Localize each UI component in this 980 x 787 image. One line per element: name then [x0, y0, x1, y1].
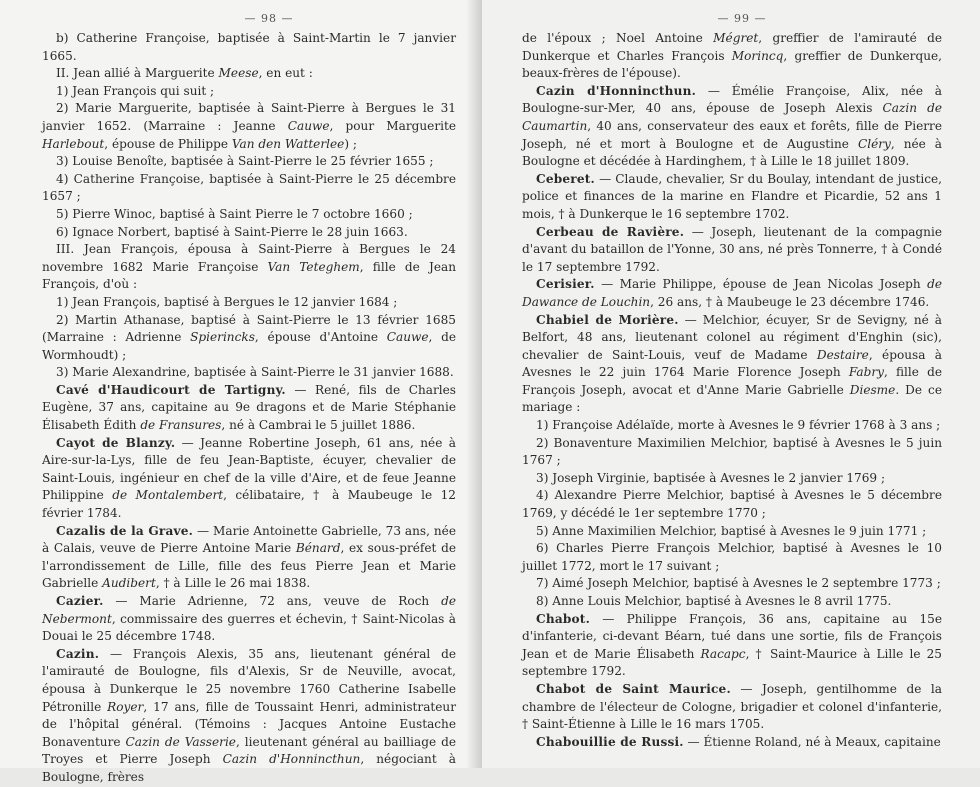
italic-name: de Nebermont — [42, 594, 456, 626]
entry-surname: Chabiel de Morière. — [536, 312, 679, 327]
text-run: — Marie Philippe, épouse de Jean Nicolas Joseph — [594, 277, 928, 292]
paragraph — [42, 294, 456, 312]
text-run: III. Jean François, épousa à Saint-Pierre à Bergues le 24 novembre 1682 Marie Françoise — [42, 242, 456, 274]
text-run: , pour Marguerite — [329, 118, 457, 133]
genealogy-entry — [42, 382, 456, 435]
paragraph — [42, 206, 456, 224]
genealogy-entry — [522, 312, 942, 418]
italic-name: Cazin d'Honnincthun — [222, 752, 361, 767]
italic-name: Racapc — [700, 646, 746, 661]
genealogy-entry — [42, 435, 456, 523]
italic-name: Van den Watterlee — [231, 136, 345, 151]
left-page — [0, 0, 478, 784]
entry-surname: Cazier. — [56, 594, 104, 608]
text-run: 1) Jean François, baptisé à Bergues le 12 janvier 1684 ; — [56, 294, 398, 309]
text-run: 3) Joseph Virginie, baptisée à Avesnes le 2 janvier 1769 ; — [536, 470, 886, 485]
text-run: , greffier de l'amirauté de Dunkerque et Charles François — [522, 31, 942, 63]
genealogy-entry — [42, 593, 456, 646]
page-text — [42, 30, 456, 787]
genealogy-entry — [522, 734, 942, 752]
paragraph — [42, 312, 456, 365]
genealogy-entry — [522, 83, 942, 171]
genealogy-entry — [522, 276, 942, 311]
genealogy-entry — [522, 611, 942, 681]
paragraph — [522, 593, 942, 611]
text-run: de l'époux ; Noel Antoine — [522, 31, 714, 45]
text-run: 1) Françoise Adélaïde, morte à Avesnes le 9 février 1768 à 3 ans ; — [536, 418, 941, 433]
genealogy-entry — [42, 646, 456, 787]
paragraph — [42, 100, 456, 153]
genealogy-entry — [42, 523, 456, 593]
paragraph — [42, 241, 456, 294]
paragraph — [42, 153, 456, 171]
text-run: 3) Marie Alexandrine, baptisée à Saint-Pierre le 31 janvier 1688. — [56, 365, 454, 380]
text-run: — Joseph, gentilhomme de la chambre de l'électeur de Cologne, brigadier et colonel d'infanterie, † Saint-Étienne à Lille le 16 mars 1705. — [522, 681, 942, 732]
italic-name: Cléry — [857, 136, 891, 151]
text-run: , † Saint-Maurice à Lille le 25 septembre 1792. — [522, 646, 942, 679]
text-run: , de Wormhoudt) ; — [42, 330, 456, 362]
entry-surname: Cayot de Blanzy. — [56, 435, 176, 450]
text-run: , commissaire des guerres et échevin, † Saint-Nicolas à Douai le 25 décembre 1748. — [42, 611, 456, 644]
genealogy-entry — [522, 171, 942, 224]
paragraph — [522, 575, 942, 593]
text-run: , fille de François Joseph, avocat et d'Anne Marie Gabrielle — [522, 365, 942, 397]
entry-surname: Chabot. — [536, 611, 590, 626]
text-run: b) Catherine Françoise, baptisée à Saint-Martin le 7 janvier 1665. — [42, 31, 456, 63]
text-run: — Émélie Françoise, Alix, née à Boulogne-sur-Mer, 40 ans, épouse de Joseph Alexis — [522, 83, 942, 116]
text-run: , épouse de Philippe — [104, 136, 232, 151]
text-run: , ex sous-préfet de l'arrondissement de Lille, fille des feus Pierre Jean et Marie Gabrielle — [42, 541, 456, 591]
italic-name: Van Teteghem — [267, 259, 360, 274]
text-run: 4) Catherine Françoise, baptisée à Saint-Pierre le 25 décembre 1657 ; — [42, 171, 456, 204]
paragraph — [42, 171, 456, 206]
italic-name: Diesme — [849, 382, 896, 397]
text-run: , 17 ans, fille de Toussaint Henri, administrateur de l'hôpital général. (Témoins : Jacques Antoine Eustache Bonaventure — [42, 699, 456, 749]
italic-name: de Fransures — [140, 418, 222, 433]
text-run: — Melchior, écuyer, Sr de Sevigny, né à Belfort, 48 ans, lieutenant colonel au régiment d'Enghin (sic), chevalier de Saint-Louis, veuf de Madame — [522, 312, 942, 362]
paragraph — [522, 435, 942, 470]
right-page — [482, 0, 980, 768]
text-run: — René, fils de Charles Eugène, 37 ans, capitaine au 9e dragons et de Marie Stéphanie Élisabeth Édith — [42, 382, 456, 433]
page-number: — 98 — — [244, 12, 294, 25]
text-run: 8) Anne Louis Melchior, baptisé à Avesnes le 8 avril 1775. — [536, 594, 892, 608]
page-text — [522, 30, 942, 751]
paragraph — [522, 540, 942, 575]
text-run: 2) Marie Marguerite, baptisée à Saint-Pierre à Bergues le 31 janvier 1652. (Marraine : Jeanne — [42, 101, 456, 133]
text-run: — Philippe François, 36 ans, capitaine au 15e d'infanterie, ci-devant Béarn, tué dans une sortie, fils de François Jean et de Marie Élisabeth — [522, 611, 942, 661]
italic-name: Cazin de Caumartin — [522, 101, 942, 133]
text-run: , épouse d'Antoine — [254, 330, 387, 345]
italic-name: Meese — [218, 66, 259, 81]
text-run: , célibataire, † à Maubeuge le 12 février 1784. — [42, 488, 456, 521]
text-run: 2) Martin Athanase, baptisé à Saint-Pierre le 13 février 1685 (Marraine : Adrienne — [42, 312, 456, 345]
italic-name: Morincq — [731, 48, 784, 63]
text-run: , 40 ans, conservateur des eaux et forêts, fille de Pierre Joseph, né et mort à Boulogne et de Augustine — [522, 118, 942, 151]
italic-name: de Dawance de Louchin — [522, 277, 942, 309]
paragraph — [522, 417, 942, 435]
text-run: — François Alexis, 35 ans, lieutenant général de l'amirauté de Boulogne, fils d'Alexis, Sr de Neuville, avocat, épousa à Dunkerque le 25 novembre 1760 Catherine Isabelle Pétronille — [42, 646, 456, 714]
text-run: 3) Louise Benoîte, baptisée à Saint-Pierre le 25 février 1655 ; — [56, 154, 434, 169]
paragraph — [42, 65, 456, 83]
entry-surname: Chabouillie de Russi. — [536, 734, 684, 749]
text-run: — Joseph, lieutenant de la compagnie d'avant du bataillon de l'Yonne, 30 ans, né près Tonnerre, † à Condé le 17 septembre 1792. — [522, 224, 942, 274]
entry-surname: Cerbeau de Ravière. — [536, 224, 685, 239]
paragraph — [42, 83, 456, 101]
text-run: , 26 ans, † à Maubeuge le 23 décembre 1746. — [650, 294, 930, 309]
entry-surname: Ceberet. — [536, 171, 595, 186]
entry-surname: Cerisier. — [536, 277, 595, 292]
text-run: 6) Ignace Norbert, baptisé à Saint-Pierre le 28 juin 1663. — [56, 224, 408, 239]
paragraph — [522, 30, 942, 83]
text-run: . De ce mariage : — [522, 382, 942, 415]
paragraph — [42, 30, 456, 65]
italic-name: Spierincks — [190, 330, 255, 345]
entry-surname: Chabot de Saint Maurice. — [536, 681, 731, 696]
italic-name: Destaire — [816, 347, 869, 362]
text-run: — Claude, chevalier, Sr du Boulay, intendant de justice, police et finances de la marine en Flandre et Picardie, 52 ans 1 mois, † à Dunkerque le 16 septembre 1702. — [522, 171, 942, 221]
text-run: II. Jean allié à Marguerite — [56, 66, 219, 81]
paragraph — [522, 523, 942, 541]
genealogy-entry — [522, 224, 942, 277]
paragraph — [522, 470, 942, 488]
text-run: , né à Cambrai le 5 juillet 1886. — [221, 418, 416, 433]
italic-name: Mégret — [713, 31, 759, 45]
entry-surname: Cazalis de la Grave. — [56, 523, 194, 538]
text-run: , † à Lille le 26 mai 1838. — [155, 576, 311, 591]
italic-name: Cauwe — [287, 118, 330, 133]
paragraph — [522, 487, 942, 522]
text-run: 2) Bonaventure Maximilien Melchior, baptisé à Avesnes le 5 juin 1767 ; — [522, 435, 942, 468]
italic-name: Fabry — [848, 365, 884, 380]
text-run: — Marie Antoinette Gabrielle, 73 ans, née à Calais, veuve de Pierre Antoine Marie — [42, 523, 456, 556]
italic-name: Harlebout — [42, 136, 105, 151]
paragraph — [42, 224, 456, 242]
entry-surname: Cazin. — [56, 646, 100, 661]
text-run: , négociant à Boulogne, frères — [42, 752, 457, 784]
page-number: — 99 — — [717, 12, 767, 25]
italic-name: Cauwe — [386, 330, 429, 345]
text-run: , fille de Jean François, d'où : — [42, 259, 456, 292]
text-run: 7) Aimé Joseph Melchior, baptisé à Avesnes le 2 septembre 1773 ; — [536, 576, 941, 591]
text-run: , greffier de Dunkerque, beaux-frères de l'épouse). — [522, 48, 942, 81]
genealogy-entry — [522, 681, 942, 734]
text-run: , lieutenant général au bailliage de Troyes et Pierre Joseph — [42, 734, 456, 767]
text-run: 5) Anne Maximilien Melchior, baptisé à Avesnes le 9 juin 1771 ; — [536, 523, 927, 538]
italic-name: de Montalembert — [112, 488, 224, 503]
text-run: — Marie Adrienne, 72 ans, veuve de Roch — [103, 594, 442, 608]
text-run: 4) Alexandre Pierre Melchior, baptisé à Avesnes le 5 décembre 1769, y décédé le 1er septembre 1770 ; — [522, 488, 942, 521]
entry-surname: Cavé d'Haudicourt de Tartigny. — [56, 382, 286, 397]
entry-surname: Cazin d'Honnincthun. — [536, 83, 697, 98]
text-run: 6) Charles Pierre François Melchior, baptisé à Avesnes le 10 juillet 1772, mort le 17 suivant ; — [522, 541, 942, 573]
text-run: , née à Boulogne et décédée à Hardinghem, † à Lille le 18 juillet 1809. — [522, 136, 942, 169]
paragraph — [42, 364, 456, 382]
text-run: ) ; — [344, 136, 357, 151]
text-run: 1) Jean François qui suit ; — [56, 83, 215, 98]
italic-name: Audibert — [102, 576, 156, 591]
italic-name: Royer — [107, 699, 144, 714]
text-run: , en eut : — [258, 66, 313, 81]
text-run: , épousa à Avesnes le 22 juin 1764 Marie Florence Joseph — [522, 347, 942, 380]
italic-name: Bénard — [295, 541, 341, 556]
text-run: — Jeanne Robertine Joseph, 61 ans, née à Aire-sur-la-Lys, fille de feu Jean-Baptiste, écuyer, chevalier de Saint-Louis, ingénieur en chef de la ville d'Aire, et de feue Jeanne Philippine — [42, 435, 456, 503]
text-run: — Étienne Roland, né à Meaux, capitaine — [683, 734, 941, 749]
italic-name: Cazin de Vasserie — [125, 734, 236, 749]
text-run: 5) Pierre Winoc, baptisé à Saint Pierre le 7 octobre 1660 ; — [56, 206, 413, 221]
